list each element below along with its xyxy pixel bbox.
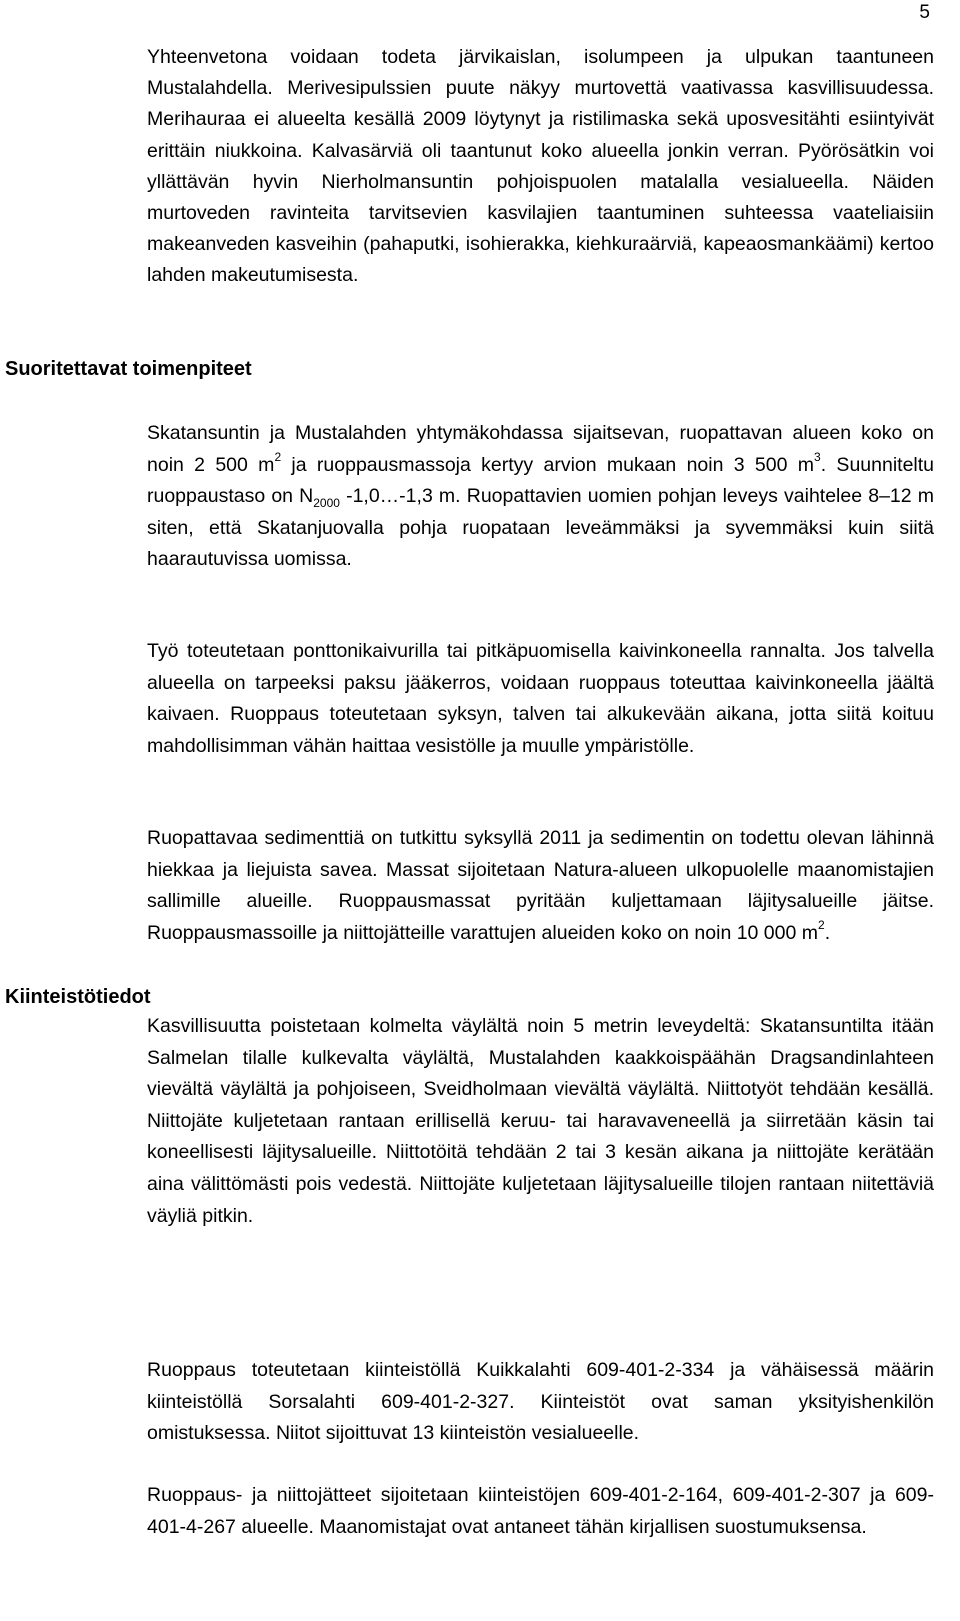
measures-p1-text-d: -1,0…-1,3 m. Ruopattavien uomien pohjan leveys vaihtelee 8–12 m siten, että Skatanjuovalla pohja ruopataan leveämmäksi ja syvemmäksi kuin siitä haarautuvissa uomissa.: [147, 485, 934, 571]
measures-p3-text-b: .: [824, 921, 831, 944]
measures-p1-text-c: . Suunniteltu ruoppaustaso on N: [147, 453, 935, 508]
measures-p1-text-b: ja ruoppausmassoja kertyy arvion mukaan noin 3 500 m: [281, 453, 815, 476]
measures-paragraph-1: [147, 418, 934, 576]
superscript-m3: 3: [814, 450, 821, 465]
property-paragraph-1: Ruoppaus toteutetaan kiinteistöllä Kuikkalahti 609-401-2-334 ja vähäisessä määrin kiinteistöllä Sorsalahti 609-401-2-327. Kiinteistöt ovat saman yksityishenkilön omistuksessa. Niitot sijoittuvat 13 kiinteistön vesialueelle.: [147, 1359, 934, 1445]
superscript-m2: 2: [274, 450, 282, 465]
measures-paragraph-2: Työ toteutetaan ponttonikaivurilla tai pitkäpuomisella kaivinkoneella rannalta. Jos talvella alueella on tarpeeksi paksu jääkerros, voidaan ruoppaus toteuttaa kaivinkoneella jäältä kaivaen. Ruoppaus toteutetaan syksyn, talven tai alkukevään aikana, jotta siitä koituu mahdollisimman vähän haittaa vesistölle ja muulle ympäristölle.: [147, 640, 934, 757]
measures-p3-text-a: Ruopattavaa sedimenttiä on tutkittu syksyllä 2011 ja sedimentin on todettu olevan lähinnä hiekkaa ja liejuista savea. Massat sijoitetaan Natura-alueen ulkopuolelle maanomistajien sallimille alueille. Ruoppausmassat pyritään kuljettamaan läjitysalueille jäitse. Ruoppausmassoille ja niittojätteille varattujen alueiden koko on noin 10 000 m: [147, 827, 934, 944]
section-heading-measures: Suoritettavat toimenpiteet: [5, 358, 252, 380]
measures-paragraph-3: [147, 823, 934, 949]
measures-paragraph-4: Kasvillisuutta poistetaan kolmelta väylältä noin 5 metrin leveydeltä: Skatansuntilta itään Salmelan tilalle kulkevalta väylältä, Mustalahden kaakkoispäähän Dragsandinlahteen vievältä väylältä ja pohjoiseen, Sveidholmaan vievältä väylältä. Niittotyöt tehdään kesällä. Niittojäte kuljetetaan rantaan erillisellä keruu- tai haravaveneellä ja siirretään käsin tai koneellisesti läjitysalueille. Niittotöitä tehdään 2 tai 3 kesän aikana ja niittojäte kerätään aina välittömästi pois vedestä. Niittojäte kuljetetaan läjitysalueille tilojen rantaan niitettäviä väyliä pitkin.: [147, 1015, 934, 1227]
property-paragraph-2: Ruoppaus- ja niittojätteet sijoitetaan kiinteistöjen 609-401-2-164, 609-401-2-307 ja 609-401-4-267 alueelle. Maanomistajat ovat antaneet tähän kirjallisen suostumuksensa.: [147, 1484, 934, 1538]
page-number: 5: [919, 2, 930, 23]
measures-p1-text-a: Skatansuntin ja Mustalahden yhtymäkohdassa sijaitsevan, ruopattavan alueen koko on noin 2 500 m: [147, 422, 934, 476]
superscript-m2-area: 2: [818, 918, 825, 933]
intro-paragraph: Yhteenvetona voidaan todeta järvikaislan, isolumpeen ja ulpukan taantuneen Mustalahdella. Merivesipulssien puute näkyy murtovettä vaativassa kasvillisuudessa. Merihauraa ei alueelta kesällä 2009 löytynyt ja ristilimaska sekä uposvesitähti esiintyivät erittäin niukkoina. Kalvasärviä oli taantunut koko alueella jonkin verran. Pyörösätkin voi yllättävän hyvin Nierholmansuntin pohjoispuolen matalalla vesialueella. Näiden murtoveden ravinteita tarvitsevien kasvilajien taantuminen suhteessa vaateliaisiin makeanveden kasveihin (pahaputki, isohierakka, kiehkuraärviä, kapeaosmankäämi) kertoo lahden makeutumisesta.: [147, 46, 934, 287]
section-heading-property: Kiinteistötiedot: [5, 986, 151, 1008]
subscript-n2000: 2000: [313, 496, 340, 511]
